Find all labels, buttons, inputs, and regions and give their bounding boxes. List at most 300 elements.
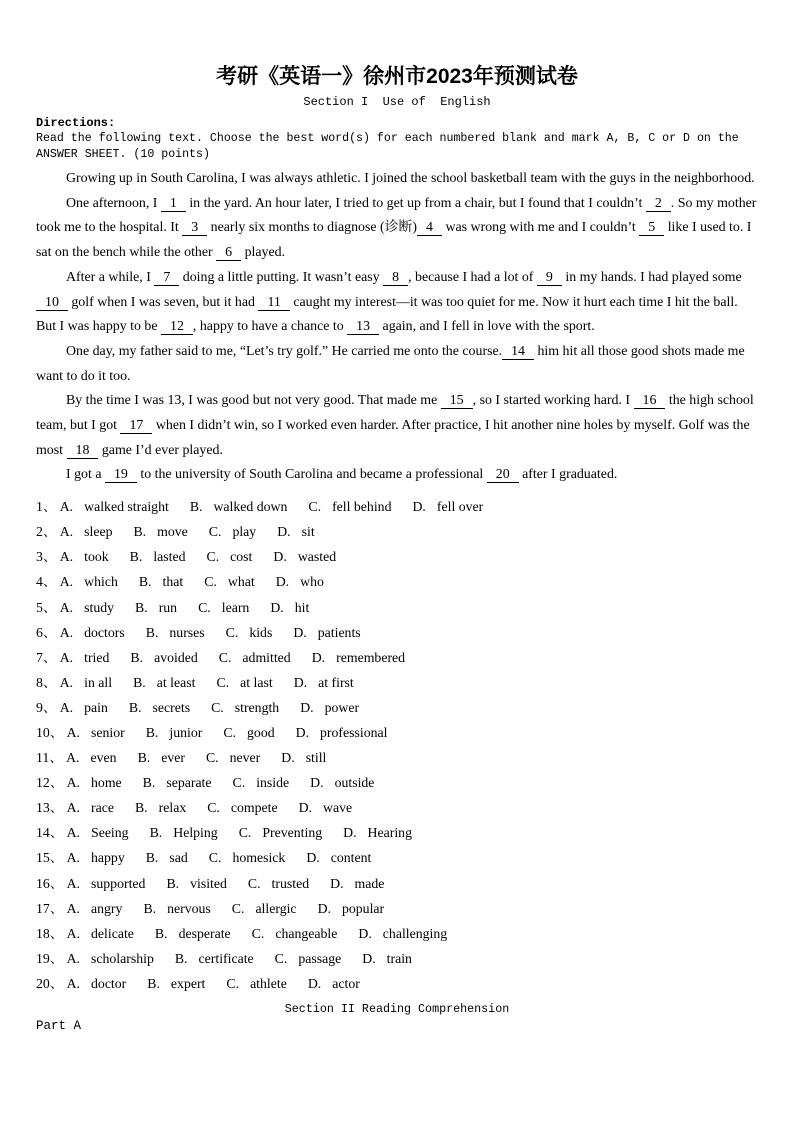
passage-paragraph: After a while, I 7 doing a little putting. It wasn’t easy 8 , because I had a lot of 9 in my hands. I had played some 10 golf when I was seven, but it had 11 caught my interest—it was too quiet for me. Now it hurt each time I hit the ball. But I was happy to be 12 , happy to have a chance to 13 again, and I fell in love with the sport. — [36, 269, 742, 335]
cloze-blank-20: 20 — [487, 467, 519, 483]
option-label: C. — [274, 950, 288, 966]
option-text: fell behind — [332, 499, 392, 515]
option-text: certificate — [198, 950, 254, 966]
question-row-10 — [36, 720, 758, 745]
question-15-option-D — [306, 850, 371, 865]
question-15-option-C — [209, 850, 286, 865]
question-17-option-A — [67, 901, 123, 916]
option-label: C. — [308, 499, 322, 515]
question-12-option-D — [310, 775, 374, 790]
passage-paragraph: I got a 19 to the university of South Carolina and became a professional 20 after I graduated. — [66, 467, 618, 483]
option-text: which — [84, 574, 118, 590]
question-13-option-A — [67, 800, 114, 815]
question-row-7 — [36, 645, 758, 670]
option-text: what — [227, 574, 255, 590]
option-label: D. — [311, 649, 326, 665]
option-label: B. — [147, 975, 160, 991]
question-15-option-A — [67, 850, 125, 865]
question-5-option-B — [135, 600, 177, 615]
option-label: B. — [145, 724, 159, 740]
option-text: at last — [240, 674, 273, 690]
question-1-option-A — [60, 499, 169, 514]
option-text: inside — [256, 775, 290, 791]
question-8-option-C — [216, 675, 272, 690]
option-label: A. — [66, 925, 81, 941]
question-number: 10、 — [36, 724, 64, 740]
question-11-option-D — [281, 750, 326, 765]
question-14-option-D — [343, 825, 412, 840]
option-label: A. — [66, 875, 81, 891]
option-label: D. — [293, 674, 308, 690]
question-2-option-B — [133, 524, 187, 539]
option-label: C. — [251, 925, 265, 941]
option-text: wave — [323, 800, 353, 816]
option-label: A. — [59, 549, 74, 565]
option-label: C. — [205, 750, 219, 766]
question-number: 5、 — [36, 599, 57, 615]
cloze-blank-2: 2 — [646, 196, 671, 212]
question-10-option-D — [296, 725, 388, 740]
option-label: B. — [149, 825, 163, 841]
option-label: B. — [137, 750, 151, 766]
option-label: C. — [204, 574, 217, 590]
question-4-option-D — [276, 574, 324, 589]
option-text: secrets — [152, 699, 191, 715]
option-text: who — [300, 574, 324, 590]
cloze-blank-18: 18 — [67, 443, 99, 459]
option-text: power — [324, 699, 360, 715]
question-2-option-D — [277, 524, 314, 539]
option-text: never — [229, 750, 261, 766]
option-text: content — [330, 850, 372, 866]
option-label: A. — [59, 599, 74, 615]
option-text: play — [232, 524, 257, 540]
section2-heading: Section II Reading Comprehension — [284, 1002, 510, 1017]
option-text: changeable — [275, 925, 338, 941]
option-text: made — [354, 875, 385, 891]
option-label: A. — [59, 574, 74, 590]
option-label: B. — [134, 800, 148, 816]
question-2-option-A — [60, 524, 113, 539]
option-text: junior — [169, 724, 203, 740]
question-5-option-D — [270, 600, 309, 615]
option-label: A. — [66, 724, 81, 740]
cloze-blank-8: 8 — [383, 270, 408, 286]
option-text: study — [84, 599, 115, 615]
cloze-blank-13: 13 — [347, 319, 379, 335]
question-number: 12、 — [36, 775, 64, 791]
question-row-18 — [36, 921, 758, 946]
option-label: D. — [298, 800, 313, 816]
option-label: D. — [281, 750, 295, 766]
question-8-option-B — [133, 675, 195, 690]
question-number: 9、 — [36, 699, 57, 715]
option-label: A. — [66, 800, 81, 816]
question-6-option-C — [226, 625, 273, 640]
question-20-option-A — [67, 976, 127, 991]
cloze-blank-16: 16 — [634, 393, 666, 409]
question-6-option-A — [60, 625, 125, 640]
option-text: ever — [161, 750, 185, 766]
option-label: C. — [238, 825, 252, 841]
question-row-6 — [36, 620, 758, 645]
question-20-option-C — [226, 976, 286, 991]
option-text: separate — [166, 775, 212, 791]
option-text: good — [247, 724, 275, 740]
option-text: allergic — [255, 900, 297, 916]
option-text: even — [90, 750, 117, 766]
question-19-option-A — [67, 951, 154, 966]
option-text: sleep — [84, 524, 113, 540]
option-text: strength — [234, 699, 280, 715]
option-text: athlete — [250, 975, 287, 991]
option-label: B. — [174, 950, 188, 966]
question-row-9 — [36, 695, 758, 720]
cloze-blank-10: 10 — [36, 295, 68, 311]
question-row-15 — [36, 845, 758, 870]
question-row-17 — [36, 896, 758, 921]
option-text: that — [162, 574, 184, 590]
question-7-option-D — [312, 650, 405, 665]
option-text: tried — [84, 649, 110, 665]
question-row-1 — [36, 494, 758, 519]
section1-heading: Section I Use of English — [303, 95, 491, 109]
option-text: in all — [84, 674, 113, 690]
question-10-option-B — [146, 725, 203, 740]
option-text: learn — [221, 599, 250, 615]
question-1-option-C — [308, 499, 391, 514]
option-text: nurses — [169, 624, 205, 640]
option-text: doctor — [91, 975, 127, 991]
question-9-option-A — [60, 700, 108, 715]
option-text: passage — [298, 950, 342, 966]
option-label: D. — [307, 975, 322, 991]
question-row-11 — [36, 745, 758, 770]
option-label: D. — [343, 825, 357, 841]
question-row-5 — [36, 595, 758, 620]
option-text: delicate — [91, 925, 134, 941]
cloze-blank-12: 12 — [161, 319, 193, 335]
option-label: D. — [293, 624, 307, 640]
option-label: B. — [133, 524, 147, 540]
option-label: A. — [66, 850, 81, 866]
option-label: C. — [218, 649, 232, 665]
cloze-blank-9: 9 — [537, 270, 562, 286]
cloze-blank-6: 6 — [216, 245, 241, 261]
question-16-option-B — [166, 876, 226, 891]
option-label: A. — [66, 900, 81, 916]
option-text: expert — [170, 975, 206, 991]
question-16-option-A — [67, 876, 146, 891]
option-label: D. — [306, 850, 320, 866]
question-2-option-C — [209, 524, 256, 539]
question-12-option-A — [67, 775, 122, 790]
question-number: 20、 — [36, 975, 64, 991]
option-label: D. — [330, 875, 344, 891]
cloze-blank-7: 7 — [154, 270, 179, 286]
option-text: train — [386, 950, 412, 966]
option-label: A. — [66, 750, 80, 766]
option-text: move — [157, 524, 188, 540]
option-text: kids — [249, 624, 273, 640]
question-row-8 — [36, 670, 758, 695]
question-number: 18、 — [36, 925, 64, 941]
option-label: A. — [59, 624, 74, 640]
option-label: B. — [129, 549, 143, 565]
option-text: hit — [294, 599, 310, 615]
question-10-option-A — [67, 725, 125, 740]
question-number: 14、 — [36, 825, 64, 841]
question-row-2 — [36, 519, 758, 544]
question-number: 1、 — [36, 499, 57, 515]
question-3-option-C — [207, 549, 253, 564]
option-text: scholarship — [91, 950, 154, 966]
option-label: C. — [207, 800, 220, 816]
option-text: Seeing — [91, 825, 129, 841]
question-14-option-C — [239, 825, 322, 840]
question-row-14 — [36, 820, 758, 845]
question-11-option-A — [66, 750, 116, 765]
cloze-blank-11: 11 — [258, 295, 289, 311]
passage-paragraph: Growing up in South Carolina, I was always athletic. I joined the school basketball team with the guys in the neighborhood. — [66, 171, 755, 186]
option-text: at least — [156, 674, 196, 690]
question-19-option-B — [175, 951, 254, 966]
question-number: 8、 — [36, 674, 57, 690]
option-text: at first — [318, 674, 354, 690]
question-row-19 — [36, 946, 758, 971]
question-8-option-A — [60, 675, 112, 690]
question-4-option-C — [204, 574, 254, 589]
question-11-option-C — [206, 750, 260, 765]
question-4-option-A — [60, 574, 118, 589]
option-label: C. — [226, 975, 240, 991]
option-text: Helping — [173, 825, 218, 841]
question-row-4 — [36, 569, 758, 594]
question-row-16 — [36, 871, 758, 896]
cloze-blank-3: 3 — [182, 220, 207, 236]
option-label: B. — [138, 574, 152, 590]
option-label: A. — [59, 699, 74, 715]
question-6-option-D — [293, 625, 360, 640]
question-8-option-D — [294, 675, 354, 690]
question-3-option-B — [130, 549, 186, 564]
question-17-option-B — [143, 901, 210, 916]
option-text: lasted — [153, 549, 186, 565]
question-number: 15、 — [36, 850, 64, 866]
option-text: outside — [334, 775, 375, 791]
option-text: walked straight — [84, 499, 169, 515]
option-label: A. — [66, 775, 81, 791]
option-text: avoided — [154, 649, 198, 665]
option-text: sad — [169, 850, 188, 866]
directions-label: Directions: — [36, 116, 116, 130]
option-text: sit — [301, 524, 315, 540]
cloze-blank-5: 5 — [639, 220, 664, 236]
option-label: B. — [130, 649, 144, 665]
option-label: A. — [59, 524, 74, 540]
option-label: D. — [358, 925, 372, 941]
option-label: D. — [277, 524, 291, 540]
question-17-option-D — [318, 901, 385, 916]
option-label: A. — [66, 825, 81, 841]
option-label: C. — [211, 699, 224, 715]
option-label: C. — [231, 900, 245, 916]
option-text: Preventing — [262, 825, 323, 841]
option-text: walked down — [213, 499, 288, 515]
question-number: 2、 — [36, 524, 57, 540]
question-19-option-D — [362, 951, 412, 966]
question-7-option-A — [60, 650, 110, 665]
question-number: 3、 — [36, 549, 57, 565]
question-number: 16、 — [36, 875, 64, 891]
option-text: professional — [320, 724, 388, 740]
option-text: took — [84, 549, 109, 565]
option-label: D. — [310, 775, 324, 791]
question-13-option-B — [135, 800, 186, 815]
question-number: 11、 — [36, 750, 64, 766]
option-label: A. — [59, 649, 74, 665]
question-number: 6、 — [36, 624, 57, 640]
option-label: A. — [66, 975, 81, 991]
question-20-option-B — [147, 976, 205, 991]
option-text: popular — [341, 900, 385, 916]
cloze-blank-14: 14 — [502, 344, 534, 360]
option-text: race — [91, 800, 114, 816]
cloze-blank-15: 15 — [441, 393, 473, 409]
option-label: C. — [208, 524, 222, 540]
option-text: homesick — [232, 850, 286, 866]
question-number: 4、 — [36, 574, 57, 590]
option-text: doctors — [84, 624, 125, 640]
question-17-option-C — [232, 901, 297, 916]
question-6-option-B — [146, 625, 205, 640]
option-text: senior — [91, 724, 125, 740]
page-title: 考研《英语一》徐州市2023年预测试卷 — [216, 65, 578, 88]
option-text: relax — [158, 800, 187, 816]
question-row-12 — [36, 770, 758, 795]
option-label: B. — [142, 775, 156, 791]
question-7-option-C — [219, 650, 291, 665]
option-text: supported — [91, 875, 146, 891]
option-text: desperate — [178, 925, 231, 941]
question-16-option-C — [248, 876, 309, 891]
question-20-option-D — [308, 976, 360, 991]
option-text: home — [91, 775, 122, 791]
option-text: run — [158, 599, 178, 615]
passage-paragraph: One afternoon, I 1 in the yard. An hour later, I tried to get up from a chair, but I found that I couldn’t 2 . So my mother took me to the hospital. It 3 nearly six months to diagnose (诊断) 4 was wrong with me and I couldn’t 5 like I used to. I sat on the bench while the other 6 played. — [36, 195, 757, 261]
question-7-option-B — [130, 650, 197, 665]
question-row-3 — [36, 544, 758, 569]
question-11-option-B — [138, 750, 185, 765]
option-text: admitted — [242, 649, 291, 665]
question-5-option-C — [198, 600, 249, 615]
option-label: B. — [133, 674, 146, 690]
option-label: A. — [59, 674, 74, 690]
question-1-option-B — [190, 499, 288, 514]
passage-paragraph: One day, my father said to me, “Let’s try golf.” He carried me onto the course. 14 him hit all those good shots made me want to do it too. — [36, 343, 745, 384]
option-label: C. — [225, 624, 239, 640]
question-12-option-C — [233, 775, 290, 790]
option-text: happy — [91, 850, 125, 866]
option-label: A. — [66, 950, 81, 966]
option-label: C. — [198, 599, 211, 615]
question-row-13 — [36, 795, 758, 820]
question-12-option-B — [143, 775, 212, 790]
directions-text: Read the following text. Choose the best word(s) for each numbered blank and mark A, B, C or D on the ANSWER SHEET. (10 points) — [36, 132, 739, 161]
option-text: cost — [230, 549, 253, 565]
question-number: 13、 — [36, 800, 64, 816]
question-13-option-C — [207, 800, 277, 815]
question-18-option-A — [67, 926, 134, 941]
option-label: D. — [275, 574, 290, 590]
question-9-option-D — [300, 700, 359, 715]
option-label: B. — [135, 599, 148, 615]
option-text: angry — [91, 900, 123, 916]
option-text: patients — [317, 624, 361, 640]
option-text: still — [305, 750, 327, 766]
question-9-option-C — [211, 700, 279, 715]
cloze-blank-19: 19 — [105, 467, 137, 483]
option-label: D. — [273, 549, 287, 565]
option-text: remembered — [336, 649, 406, 665]
option-label: B. — [145, 624, 159, 640]
option-text: nervous — [167, 900, 211, 916]
passage — [36, 167, 758, 488]
option-text: actor — [332, 975, 360, 991]
option-label: C. — [223, 724, 237, 740]
option-label: B. — [189, 499, 203, 515]
question-14-option-A — [67, 825, 129, 840]
question-5-option-A — [60, 600, 114, 615]
option-label: C. — [216, 674, 230, 690]
option-label: B. — [128, 699, 142, 715]
option-label: B. — [166, 875, 180, 891]
question-16-option-D — [330, 876, 384, 891]
question-9-option-B — [129, 700, 190, 715]
option-text: trusted — [271, 875, 310, 891]
option-label: D. — [362, 950, 376, 966]
option-label: C. — [232, 775, 246, 791]
option-text: fell over — [436, 499, 484, 515]
question-13-option-D — [299, 800, 353, 815]
option-text: pain — [84, 699, 108, 715]
option-text: compete — [230, 800, 278, 816]
option-label: C. — [247, 875, 261, 891]
question-18-option-D — [358, 926, 447, 941]
question-1-option-D — [412, 499, 483, 514]
option-text: challenging — [382, 925, 448, 941]
question-19-option-C — [275, 951, 342, 966]
cloze-blank-4: 4 — [417, 220, 442, 236]
option-label: D. — [295, 724, 310, 740]
question-number: 7、 — [36, 649, 57, 665]
cloze-blank-17: 17 — [120, 418, 152, 434]
option-text: Hearing — [367, 825, 412, 841]
question-number: 19、 — [36, 950, 64, 966]
question-row-20 — [36, 971, 758, 996]
passage-paragraph: By the time I was 13, I was good but not very good. That made me 15 , so I started working hard. I 16 the high school team, but I got 17 when I didn’t win, so I worked even harder. After practice, I hit another nine holes by myself. Golf was the most 18 game I’d ever played. — [36, 393, 754, 458]
option-label: B. — [145, 850, 159, 866]
option-label: B. — [154, 925, 168, 941]
part-a-label: Part A — [36, 1019, 82, 1034]
option-label: D. — [300, 699, 314, 715]
option-label: D. — [270, 599, 284, 615]
question-list — [36, 494, 758, 996]
question-number: 17、 — [36, 900, 64, 916]
question-10-option-C — [223, 725, 274, 740]
option-text: visited — [190, 875, 227, 891]
option-label: C. — [208, 850, 222, 866]
